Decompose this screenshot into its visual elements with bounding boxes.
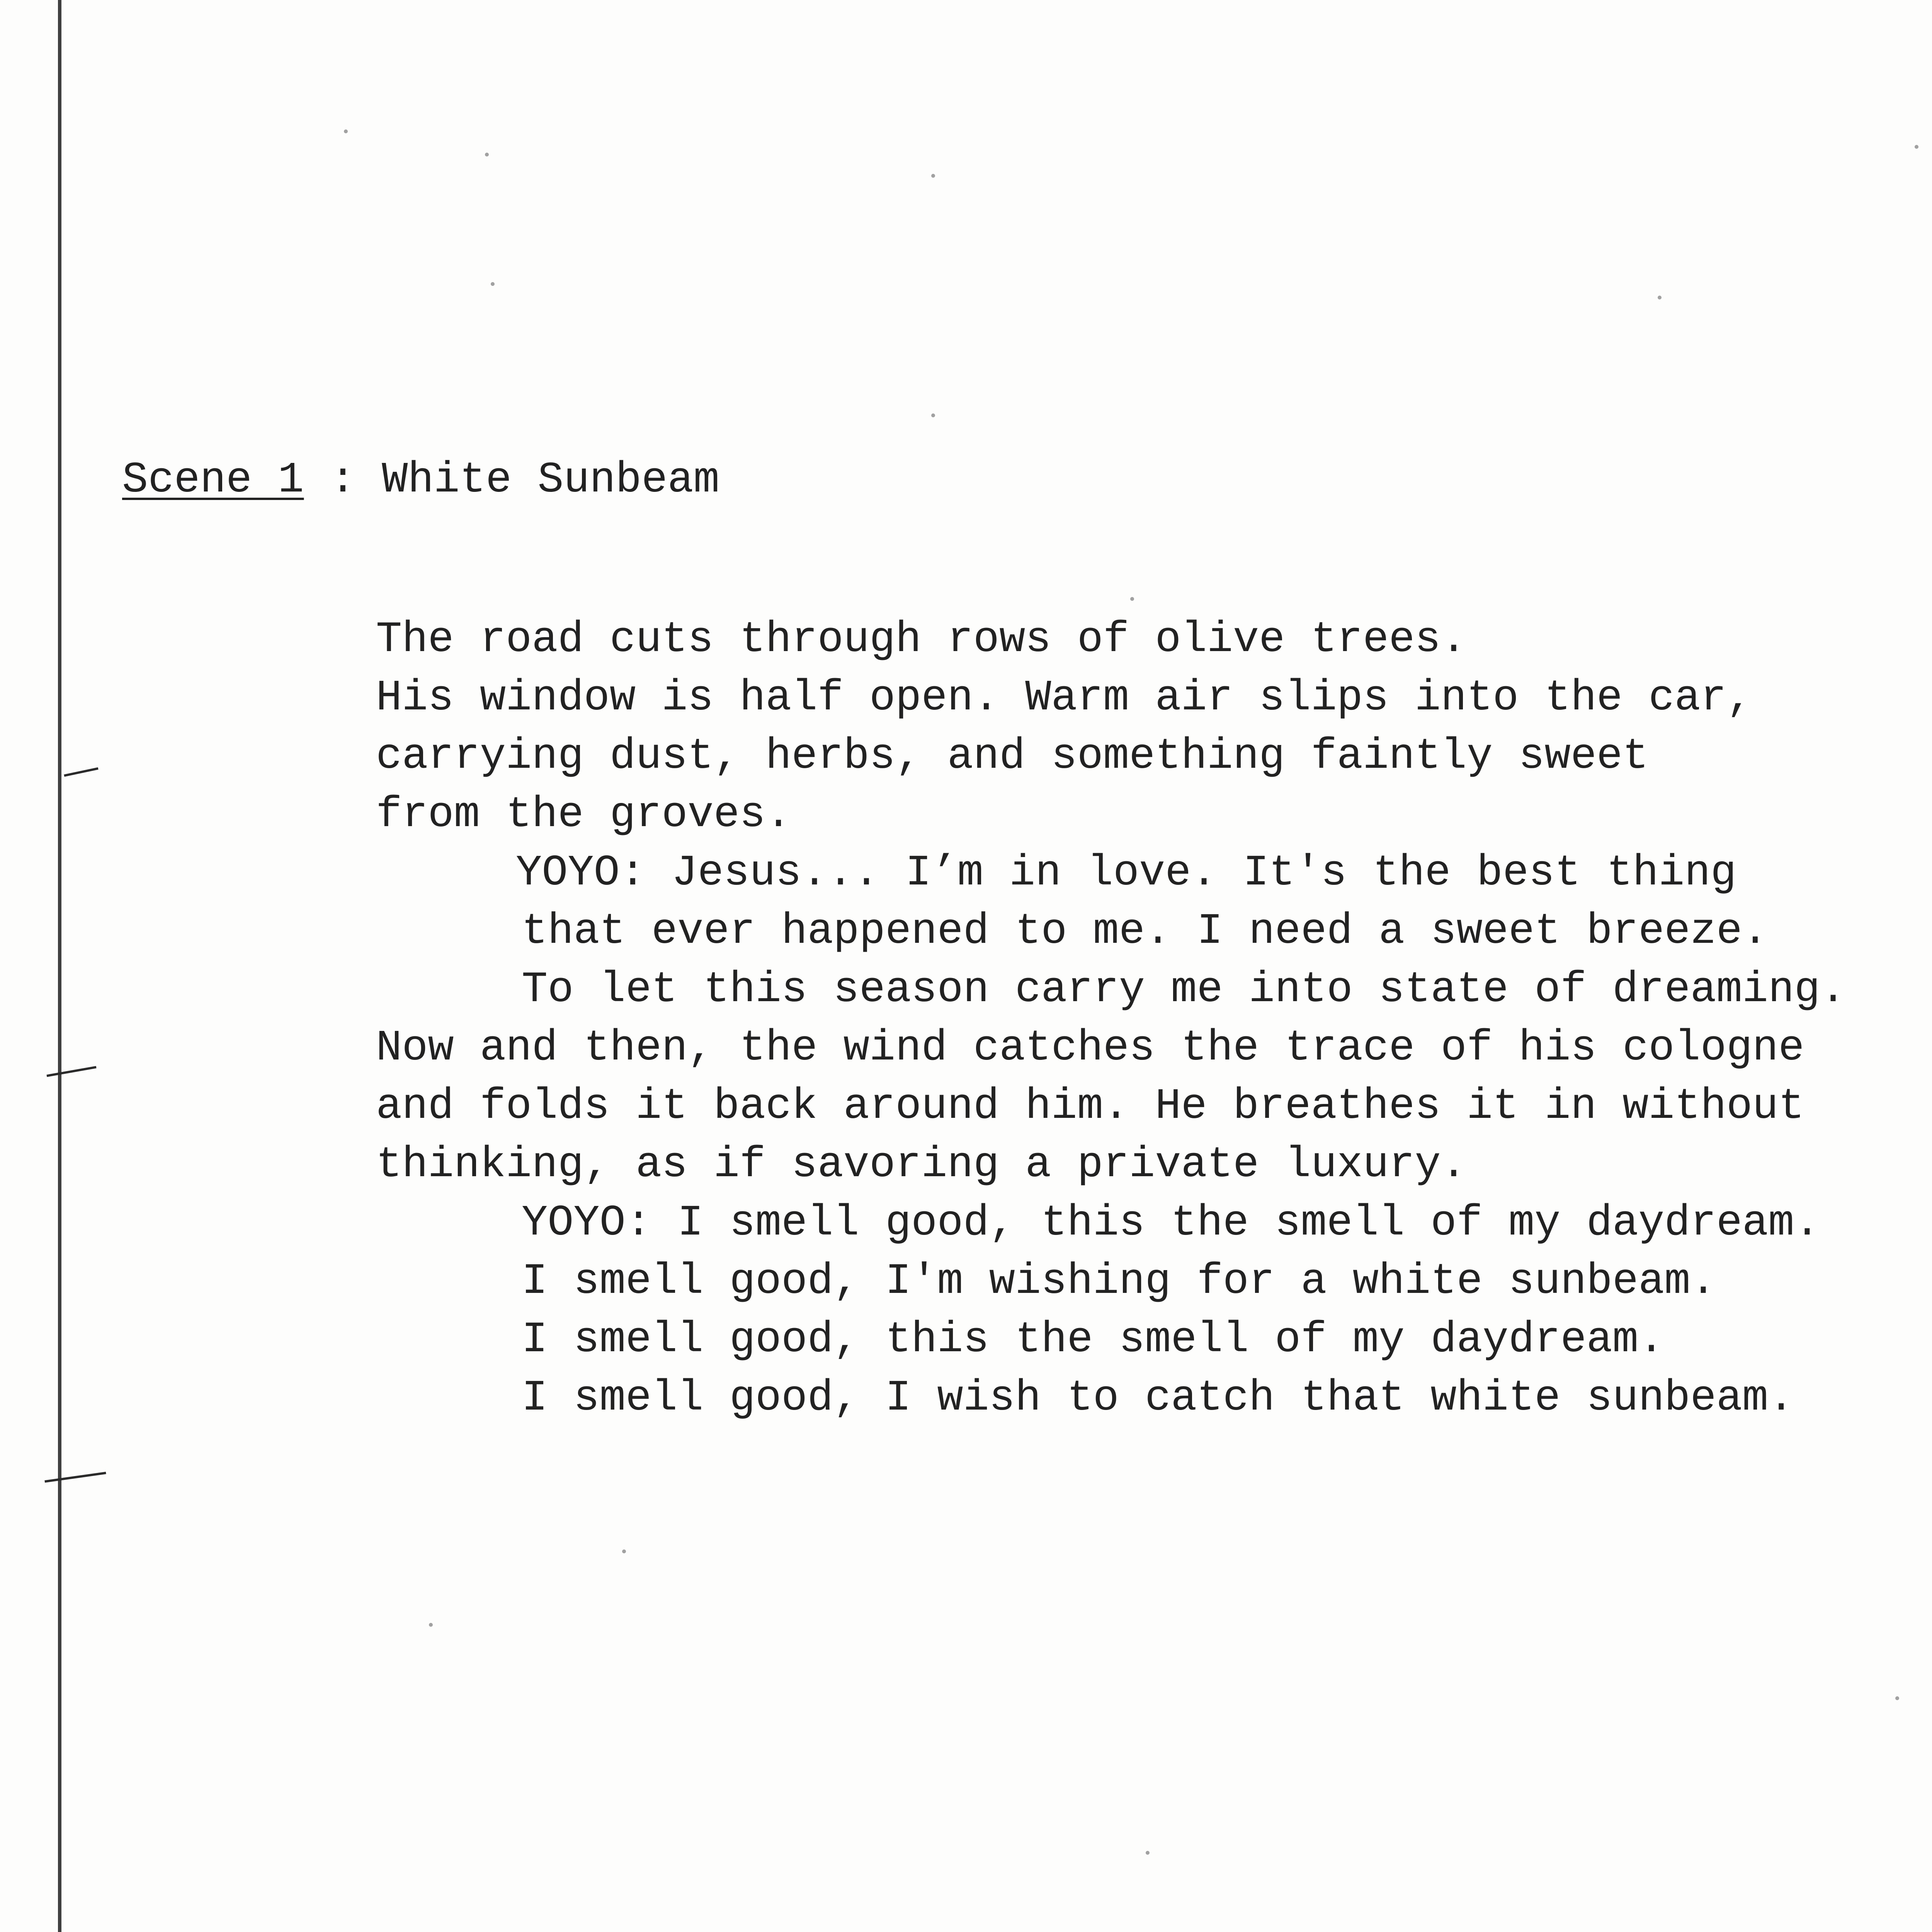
scan-speck <box>491 282 495 286</box>
scene-heading <box>122 455 719 505</box>
action-line: Now and then, the wind catches the trace of his cologne <box>376 1024 1804 1073</box>
scan-speck <box>931 413 935 417</box>
action-line: and folds it back around him. He breathes it in without <box>376 1082 1804 1131</box>
dialogue-line: YOYO: Jesus... I’m in love. It's the best thing <box>516 849 1736 898</box>
dialogue-line: YOYO: I smell good, this the smell of my daydream. <box>522 1199 1820 1248</box>
scan-edge-tick <box>64 767 98 777</box>
scan-speck <box>1130 597 1134 601</box>
action-line: thinking, as if savoring a private luxury. <box>376 1140 1467 1189</box>
scene-number: Scene 1 <box>122 456 304 505</box>
scan-edge-tick <box>46 1066 96 1077</box>
scan-speck <box>429 1623 433 1627</box>
scan-speck <box>485 153 489 156</box>
scan-edge-tick <box>44 1472 106 1483</box>
dialogue-line: I smell good, I'm wishing for a white sunbeam. <box>522 1257 1716 1306</box>
dialogue-line: that ever happened to me. I need a sweet breeze. <box>522 907 1769 956</box>
dialogue-line: To let this season carry me into state of dreaming. <box>522 965 1846 1014</box>
dialogue-line: I smell good, this the smell of my daydream. <box>522 1315 1665 1364</box>
action-line: The road cuts through rows of olive trees. <box>376 615 1467 664</box>
scan-edge-line <box>58 0 61 1932</box>
action-line: His window is half open. Warm air slips into the car, <box>376 673 1753 723</box>
scan-speck <box>1895 1696 1899 1700</box>
dialogue-line: I smell good, I wish to catch that white sunbeam. <box>522 1374 1794 1423</box>
scan-speck <box>622 1549 626 1553</box>
scan-speck <box>344 129 348 133</box>
scan-speck <box>1658 296 1662 299</box>
scene-title: White Sunbeam <box>382 456 719 505</box>
action-line: from the groves. <box>376 790 792 839</box>
scan-speck <box>931 174 935 178</box>
scan-speck <box>1146 1851 1150 1855</box>
scene-heading-separator: : <box>304 456 382 505</box>
scan-speck <box>1915 145 1918 149</box>
action-line: carrying dust, herbs, and something faintly sweet <box>376 732 1649 781</box>
